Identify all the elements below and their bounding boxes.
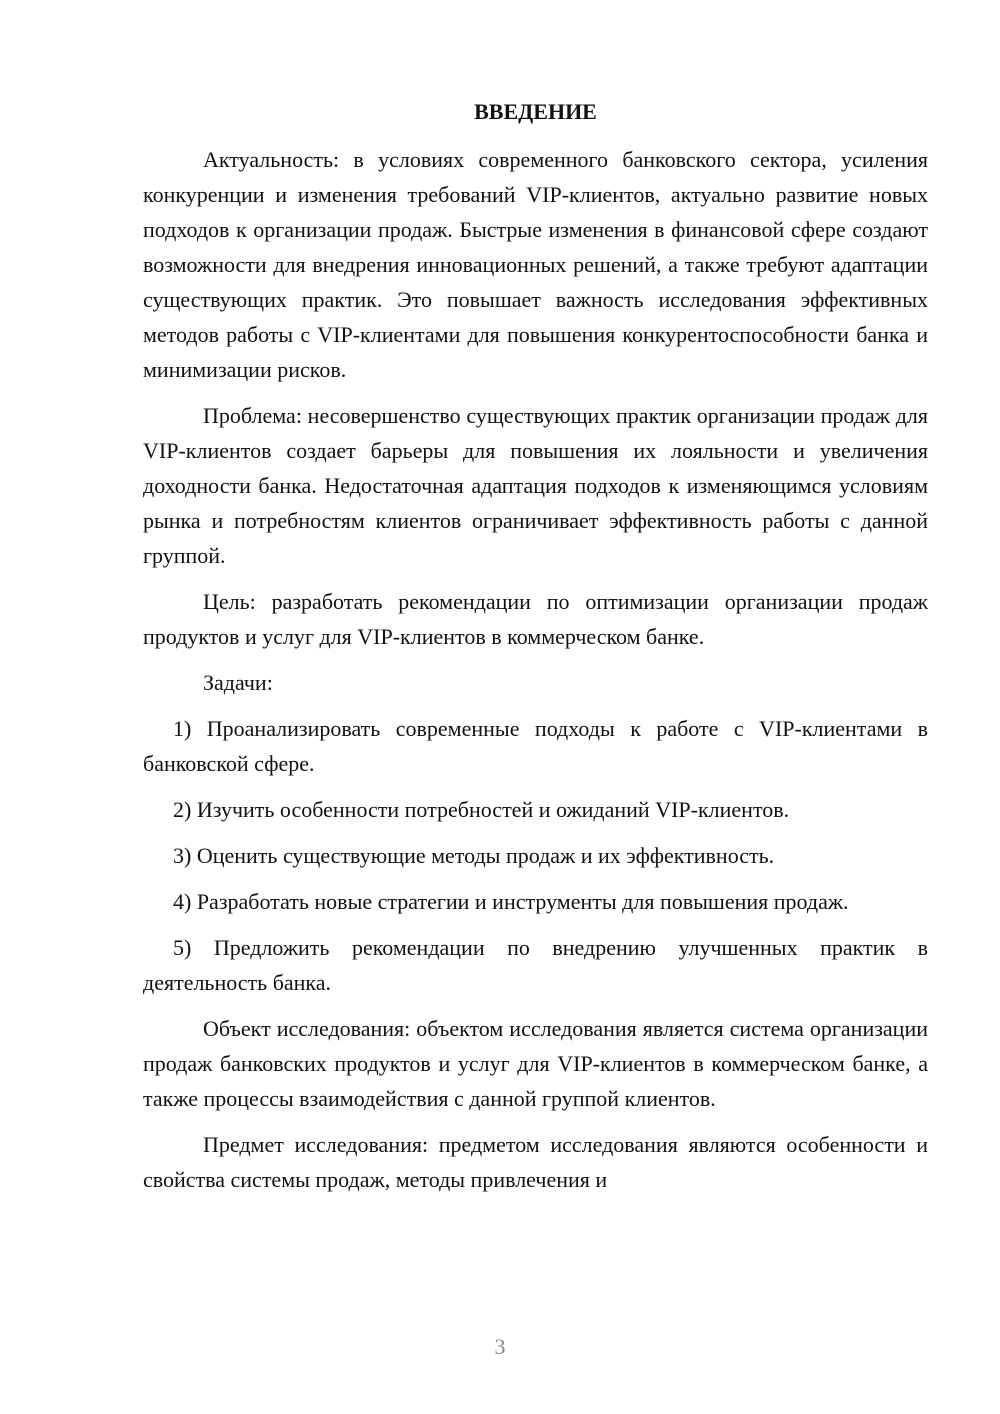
paragraph-goal: Цель: разработать рекомендации по оптимизации организации продаж продуктов и услуг для VIP-клиентов в коммерческом банке. (143, 589, 928, 649)
paragraph-tasks-label: Задачи: (203, 670, 273, 695)
document-body (143, 142, 928, 1208)
page-title: ВВЕДЕНИЕ (474, 99, 597, 124)
paragraph-subject: Предмет исследования: предметом исследования являются особенности и свойства системы продаж, методы привлечения и (143, 1132, 928, 1192)
task-item-5: 5) Предложить рекомендации по внедрению улучшенных практик в деятельность банка. (143, 935, 928, 995)
paragraph-object: Объект исследования: объектом исследования является система организации продаж банковских продуктов и услуг для VIP-клиентов в коммерческом банке, а также процессы взаимодействия с данной группой клиентов. (143, 1016, 928, 1111)
task-item-1: 1) Проанализировать современные подходы к работе с VIP-клиентами в банковской сфере. (143, 716, 928, 776)
paragraph-relevance: Актуальность: в условиях современного банковского сектора, усиления конкуренции и изменения требований VIP-клиентов, актуально развитие новых подходов к организации продаж. Быстрые изменения в финансовой сфере создают возможности для внедрения инновационных решений, а также требуют адаптации существующих практик. Это повышает важность исследования эффективных методов работы с VIP-клиентами для повышения конкурентоспособности банка и минимизации рисков. (143, 147, 928, 382)
paragraph-problem: Проблема: несовершенство существующих практик организации продаж для VIP-клиентов создает барьеры для повышения их лояльности и увеличения доходности банка. Недостаточная адаптация подходов к изменяющимся условиям рынка и потребностям клиентов ограничивает эффективность работы с данной группой. (143, 403, 928, 568)
task-item-3: 3) Оценить существующие методы продаж и их эффективность. (173, 843, 775, 868)
page-number: 3 (494, 1334, 506, 1359)
task-item-4: 4) Разработать новые стратегии и инструменты для повышения продаж. (173, 889, 849, 914)
task-item-2: 2) Изучить особенности потребностей и ожиданий VIP-клиентов. (173, 797, 790, 822)
